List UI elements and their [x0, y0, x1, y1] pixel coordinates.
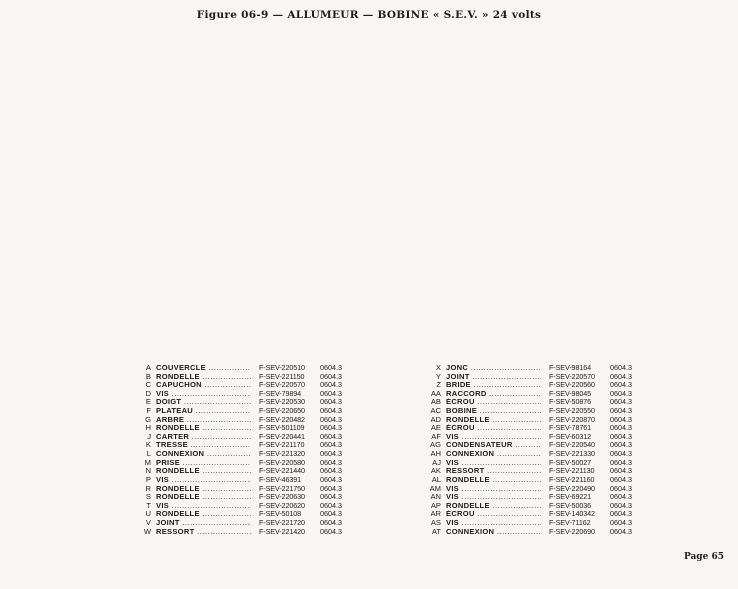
part-name: JONC .....	[446, 364, 541, 373]
part-section: 0604.3	[610, 500, 632, 510]
part-name: RONDELLE .....	[156, 424, 251, 433]
part-section: 0604.3	[610, 414, 632, 424]
part-code: T	[146, 500, 151, 510]
part-section: 0604.3	[320, 431, 342, 441]
part-section: 0604.3	[610, 363, 632, 372]
part-reference: F-SEV-50108	[259, 509, 302, 519]
part-code: AF	[431, 431, 441, 441]
part-reference: F-SEV-50036	[549, 500, 592, 510]
part-reference: F-SEV-221330	[549, 449, 595, 459]
part-section: 0604.3	[610, 388, 632, 398]
part-reference: F-SEV-220630	[259, 492, 305, 502]
part-code: AL	[431, 474, 441, 484]
part-section: 0604.3	[610, 526, 632, 536]
part-name: ÉCROU .....	[446, 510, 541, 519]
part-code: G	[145, 414, 151, 424]
part-section: 0604.3	[320, 380, 342, 390]
part-reference: F-SEV-221150	[259, 371, 305, 381]
part-name: CONNEXION .....	[446, 528, 541, 537]
part-section: 0604.3	[320, 492, 342, 502]
part-code: AM	[429, 483, 441, 493]
part-reference: F-SEV-220550	[549, 406, 595, 416]
part-name: RONDELLE .....	[156, 373, 251, 382]
part-name: VIS .....	[446, 485, 541, 494]
part-section: 0604.3	[610, 457, 632, 467]
part-reference: F-SEV-221750	[259, 483, 305, 493]
part-code: X	[435, 363, 441, 372]
part-name: BOBINE .....	[446, 407, 541, 416]
part-reference: F-SEV-220580	[259, 457, 305, 467]
part-section: 0604.3	[320, 414, 342, 424]
part-section: 0604.3	[610, 406, 632, 416]
part-name: RESSORT .....	[446, 467, 541, 476]
part-name: CONNEXION .....	[446, 450, 541, 459]
part-code: M	[144, 457, 151, 467]
part-section: 0604.3	[610, 517, 632, 527]
part-name: PRISE .....	[156, 459, 251, 468]
part-section: 0604.3	[320, 474, 342, 484]
part-name: RONDELLE .....	[446, 416, 541, 425]
part-section: 0604.3	[320, 509, 342, 519]
part-section: 0604.3	[610, 440, 632, 450]
part-reference: F-SEV-46391	[259, 474, 302, 484]
part-reference: F-SEV-50876	[549, 397, 592, 407]
part-reference: F-SEV-50027	[549, 457, 592, 467]
part-reference: F-SEV-221130	[549, 466, 595, 476]
part-name: VIS .....	[156, 476, 251, 485]
part-reference: F-SEV-71162	[549, 517, 591, 527]
part-section: 0604.3	[610, 509, 632, 519]
part-section: 0604.3	[320, 388, 342, 398]
part-code: AT	[431, 526, 441, 536]
part-code: B	[145, 371, 151, 381]
part-code: U	[145, 509, 151, 519]
part-reference: F-SEV-220570	[549, 371, 595, 381]
part-section: 0604.3	[320, 363, 342, 372]
part-reference: F-SEV-220510	[259, 363, 305, 372]
part-section: 0604.3	[610, 423, 632, 433]
part-reference: F-SEV-221160	[549, 474, 595, 484]
part-code: N	[145, 466, 151, 476]
part-reference: F-SEV-221440	[259, 466, 305, 476]
part-reference: F-SEV-98164	[549, 363, 592, 372]
page-number: Page 65	[683, 552, 724, 562]
part-reference: F-SEV-69221	[549, 492, 592, 502]
part-reference: F-SEV-60312	[549, 431, 592, 441]
part-code: P	[145, 474, 151, 484]
part-code: AD	[430, 414, 441, 424]
part-code: AR	[430, 509, 441, 519]
part-section: 0604.3	[610, 449, 632, 459]
part-name: RONDELLE .....	[446, 476, 541, 485]
part-reference: F-SEV-220530	[259, 397, 305, 407]
part-code: S	[145, 492, 151, 502]
part-reference: F-SEV-501109	[259, 423, 305, 433]
part-code: W	[143, 526, 151, 536]
part-section: 0604.3	[610, 474, 632, 484]
exploded-view-area	[0, 30, 738, 360]
part-name: RONDELLE .....	[156, 485, 251, 494]
part-code: F	[146, 406, 151, 416]
part-section: 0604.3	[610, 371, 632, 381]
part-name: VIS .....	[446, 493, 541, 502]
part-section: 0604.3	[610, 431, 632, 441]
part-reference: F-SEV-78761	[549, 423, 592, 433]
part-name: VIS .....	[156, 390, 251, 399]
part-code: AP	[430, 500, 441, 510]
part-code: AJ	[432, 457, 441, 467]
part-section: 0604.3	[610, 483, 632, 493]
part-section: 0604.3	[610, 492, 632, 502]
part-section: 0604.3	[320, 449, 342, 459]
part-section: 0604.3	[320, 526, 342, 536]
part-code: AE	[430, 423, 441, 433]
part-code: AG	[430, 440, 441, 450]
part-reference: F-SEV-221170	[259, 440, 305, 450]
part-section: 0604.3	[320, 483, 342, 493]
part-name: PLATEAU .....	[156, 407, 251, 416]
part-reference: F-SEV-220482	[259, 414, 305, 424]
part-name: ÉCROU .....	[446, 398, 541, 407]
part-reference: F-SEV-220441	[259, 431, 305, 441]
part-name: DOIGT .....	[156, 398, 251, 407]
part-name: CONNEXION .....	[156, 450, 251, 459]
part-name: RONDELLE .....	[156, 467, 251, 476]
part-code: R	[145, 483, 151, 493]
part-reference: F-SEV-221420	[259, 526, 305, 536]
part-reference: F-SEV-220620	[259, 500, 305, 510]
part-section: 0604.3	[320, 517, 342, 527]
part-name: VIS .....	[446, 459, 541, 468]
part-code: J	[147, 431, 151, 441]
part-reference: F-SEV-220570	[259, 380, 305, 390]
part-code: E	[145, 397, 151, 407]
part-name: VIS .....	[446, 433, 541, 442]
part-code: AC	[430, 406, 441, 416]
part-code: Y	[435, 371, 441, 381]
part-code: AK	[430, 466, 441, 476]
part-name: RONDELLE .....	[446, 502, 541, 511]
part-name: COUVERCLE .....	[156, 364, 251, 373]
part-name: CARTER .....	[156, 433, 251, 442]
part-code: AA	[430, 388, 441, 398]
part-name: VIS .....	[156, 502, 251, 511]
part-section: 0604.3	[610, 466, 632, 476]
part-section: 0604.3	[320, 457, 342, 467]
part-code: K	[145, 440, 151, 450]
part-name: BRIDE .....	[446, 381, 541, 390]
part-code: AH	[430, 449, 441, 459]
part-reference: F-SEV-220650	[259, 406, 305, 416]
part-code: H	[145, 423, 151, 433]
part-reference: F-SEV-220560	[549, 380, 595, 390]
part-section: 0604.3	[320, 397, 342, 407]
part-name: VIS .....	[446, 519, 541, 528]
part-section: 0604.3	[320, 371, 342, 381]
part-code: V	[145, 517, 151, 527]
part-reference: F-SEV-221320	[259, 449, 305, 459]
part-reference: F-SEV-79894	[259, 388, 302, 398]
part-name: RACCORD .....	[446, 390, 541, 399]
part-code: AS	[430, 517, 441, 527]
part-reference: F-SEV-220490	[549, 483, 595, 493]
part-code: L	[146, 449, 151, 459]
part-section: 0604.3	[320, 423, 342, 433]
part-name: ARBRE .....	[156, 416, 251, 425]
part-reference: F-SEV-220540	[549, 440, 595, 450]
part-code: A	[145, 363, 151, 372]
part-section: 0604.3	[320, 406, 342, 416]
part-code: C	[145, 380, 151, 390]
part-code: AB	[430, 397, 441, 407]
figure-title: Figure 06-9 — ALLUMEUR — BOBINE « S.E.V. » 24 volts	[196, 9, 542, 21]
part-name: CONDENSATEUR .....	[446, 441, 541, 450]
part-name: RONDELLE .....	[156, 493, 251, 502]
part-name: ÉCROU .....	[446, 424, 541, 433]
part-code: Z	[436, 380, 441, 390]
part-reference: F-SEV-221720	[259, 517, 305, 527]
part-section: 0604.3	[610, 380, 632, 390]
part-name: TRESSE .....	[156, 441, 251, 450]
part-section: 0604.3	[320, 500, 342, 510]
part-section: 0604.3	[320, 466, 342, 476]
part-name: JOINT .....	[156, 519, 251, 528]
part-section: 0604.3	[320, 440, 342, 450]
part-code: AN	[430, 492, 441, 502]
part-reference: F-SEV-220690	[549, 526, 595, 536]
part-name: JOINT .....	[446, 373, 541, 382]
part-reference: F-SEV-220870	[549, 414, 595, 424]
part-reference: F-SEV-98045	[549, 388, 592, 398]
part-name: RONDELLE .....	[156, 510, 251, 519]
part-code: D	[145, 388, 151, 398]
part-name: RESSORT .....	[156, 528, 251, 537]
part-name: CAPUCHON .....	[156, 381, 251, 390]
part-section: 0604.3	[610, 397, 632, 407]
part-reference: F-SEV-140342	[549, 509, 595, 519]
